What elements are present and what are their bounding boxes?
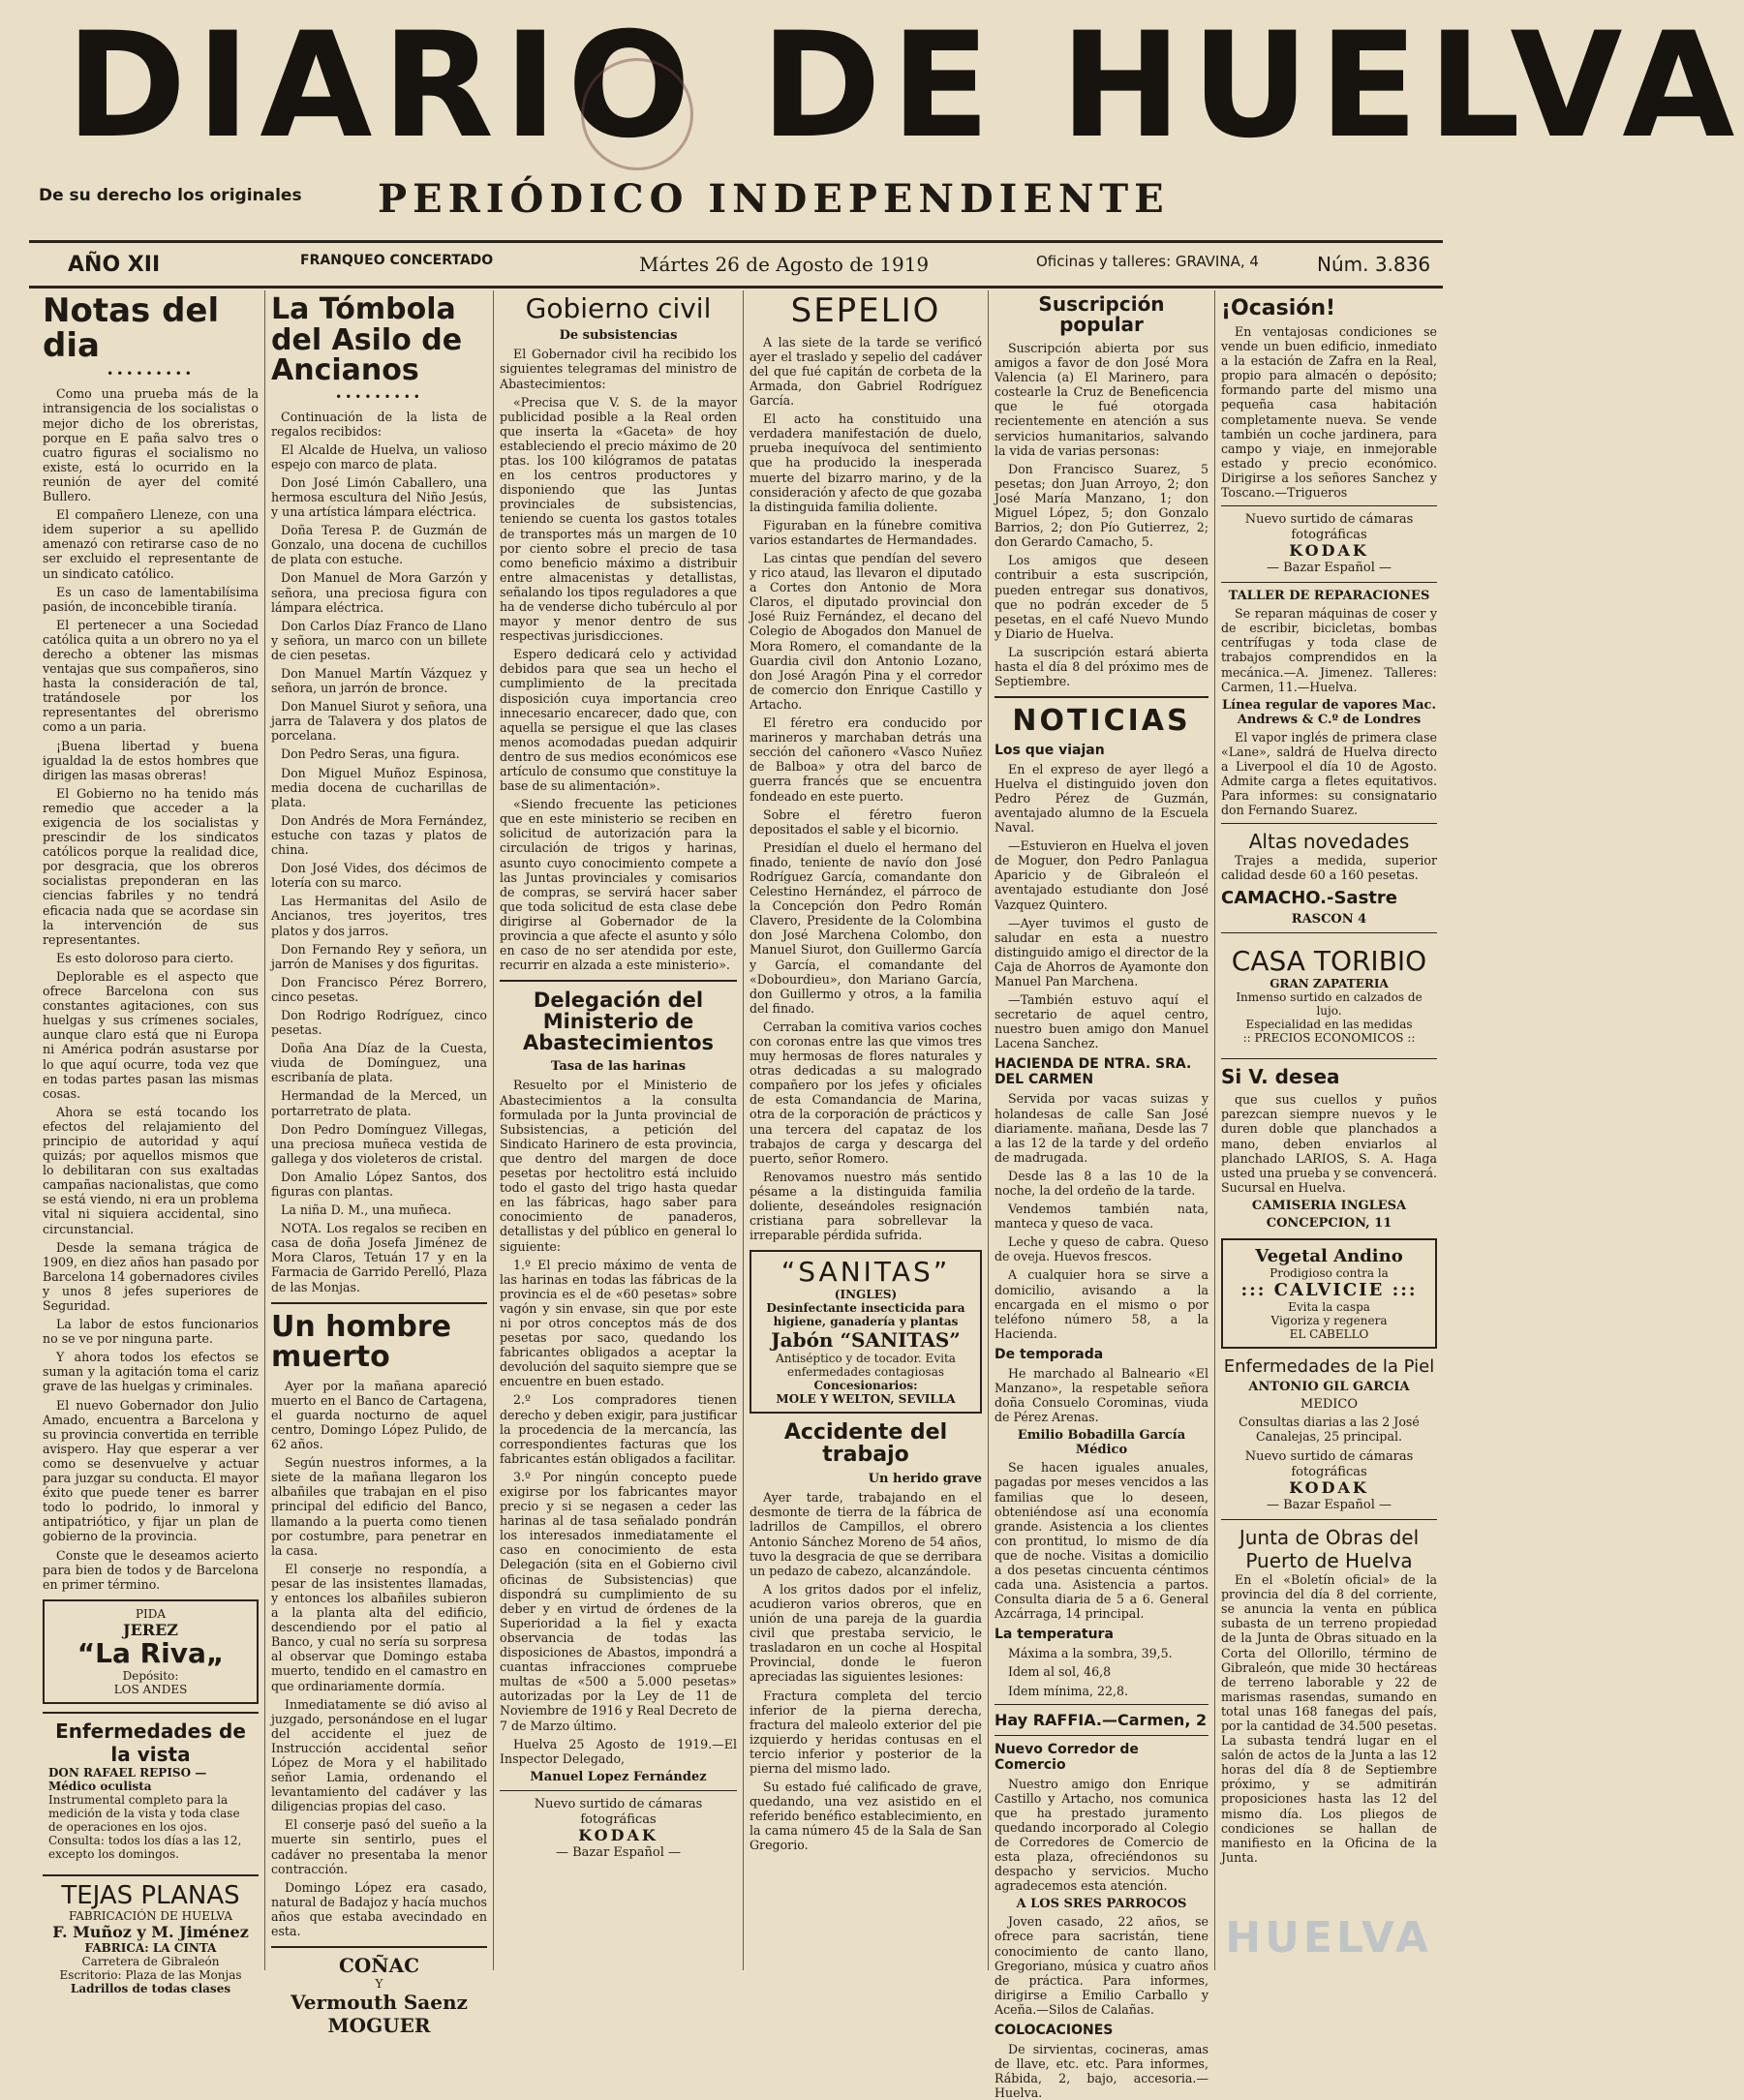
ad-brand: KODAK bbox=[1289, 1478, 1369, 1498]
paragraph: En el expreso de ayer llegó a Huelva el distinguido joven don Pedro Pérez de Guzmán, aventajado alumno de la Escuela Naval. bbox=[994, 761, 1209, 836]
paragraph: Don Manuel Martín Vázquez y señora, un jarrón de bronce. bbox=[271, 666, 487, 696]
ad-kodak bbox=[1221, 512, 1437, 576]
paragraph: Don Carlos Díaz Franco de Llano y señora, un marco con un billete de cien pesetas. bbox=[271, 618, 487, 662]
ad-brand: Jabón “SANITAS” bbox=[771, 1328, 961, 1353]
ornament: ••••••••• bbox=[107, 367, 195, 381]
paragraph: Don Andrés de Mora Fernández, estuche con tazas y platos de china. bbox=[271, 812, 487, 858]
article-title: Accidente del trabajo bbox=[783, 1420, 948, 1468]
divider bbox=[1221, 823, 1437, 824]
newspaper-subtitle: PERIÓDICO INDEPENDIENTE bbox=[378, 176, 1170, 222]
paragraph: A los gritos dados por el infeliz, acudieron varios obreros, que en unión de una pareja de la guardia civil que prestaba servicio, le trasladaron en un coche al Hospital Provincial, donde le fueron apreciadas las siguientes lesiones: bbox=[750, 1581, 982, 1685]
article-body bbox=[500, 1078, 737, 1765]
ad-title: Altas novedades bbox=[1248, 830, 1410, 854]
paragraph: Y ahora todos los efectos se suman y la agitación toma el cariz grave de las huelgas y criminales. bbox=[43, 1350, 259, 1394]
ad-line: GRAN ZAPATERIA bbox=[1270, 977, 1389, 991]
paragraph: NOTA. Los regalos se reciben en casa de doña Josefa Jiménez de Mora Claros, Tetuán 17 y en la Farmacia de Garrido Perelló, Plaza de las Monjas. bbox=[271, 1221, 487, 1294]
ad-line: Concesionarios: bbox=[813, 1379, 918, 1393]
paragraph: Doña Ana Díaz de la Cuesta, viuda de Domínguez, una escribanía de plata. bbox=[271, 1041, 487, 1085]
paragraph: El Alcalde de Huelva, un valioso espejo con marco de plata. bbox=[271, 441, 487, 472]
ad-vista bbox=[43, 1712, 259, 1867]
ad-line: Inmenso surtido en calzados de lujo. bbox=[1236, 990, 1423, 1019]
article-body bbox=[750, 1490, 982, 1852]
article-title: Notas del dia bbox=[43, 291, 220, 365]
paragraph: Don Manuel de Mora Garzón y señora, una preciosa figura con lámpara eléctrica. bbox=[271, 570, 487, 615]
ad-line: Antiséptico y de tocador. Evita enfermedades contagiosas bbox=[776, 1352, 956, 1380]
paragraph: «Siendo frecuente las peticiones que en este ministerio se reciben en solicitud de autorización para la circulación de trigos y harinas, asunto cuyo conocimiento compete a las Juntas provinciales y comisarios de compras, se servirá hacer saber que toda solicitud de esta clase debe dirigirse al Gobernador de la provincia a que afecte el asunto y sólo en caso de no ser atendida por este, recurrir en alzada a este ministerio». bbox=[500, 797, 737, 973]
paragraph: —También estuvo aquí el secretario de aquel centro, nuestro buen amigo don Manuel Lacena Sanchez. bbox=[994, 992, 1209, 1051]
signature: Manuel Lopez Fernández bbox=[530, 1769, 707, 1784]
paragraph: Don Manuel Siurot y señora, una jarra de Talavera y dos platos de porcelana. bbox=[271, 699, 487, 744]
paragraph: El vapor inglés de primera clase «Lane», saldrá de Huelva directo a Liverpool el día 10 de Agosto. Admite carga a fletes equitativos. Para informes: su consignatario don Fernando Suarez. bbox=[1221, 729, 1437, 818]
paragraph: La niña D. M., una muñeca. bbox=[281, 1202, 452, 1218]
ad-line: Evita la caspa bbox=[1288, 1299, 1370, 1314]
paragraph: Don José Limón Caballero, una hermosa escultura del Niño Jesús, y una artística lámpara eléctrica. bbox=[271, 474, 487, 520]
ad-line: CAMISERIA INGLESA bbox=[1251, 1198, 1407, 1213]
paragraph: Huelva 25 Agosto de 1919.—El Inspector Delegado, bbox=[500, 1736, 737, 1766]
divider bbox=[500, 1790, 737, 1791]
dateline bbox=[29, 240, 1443, 289]
article-title: Gobierno civil bbox=[525, 292, 712, 324]
library-watermark: HUELVA bbox=[1225, 1913, 1432, 1963]
paragraph: Don Fernando Rey y señora, un jarrón de Manises y dos figuritas. bbox=[271, 941, 487, 971]
divider bbox=[500, 980, 737, 982]
paragraph: Es un caso de lamentabilísima pasión, de inconcebible tiranía. bbox=[43, 584, 259, 614]
paragraph: Domingo López era casado, natural de Badajoz y hacía muchos años que estaba avecindado en esta. bbox=[271, 1879, 487, 1939]
motto: De su derecho los originales bbox=[39, 186, 302, 205]
article-title: Un hombre muerto bbox=[271, 1309, 452, 1375]
ad-brand: “La Riva„ bbox=[76, 1636, 225, 1669]
article-title: La Tómbola del Asilo de Ancianos bbox=[271, 292, 463, 387]
article-subtitle: Un herido grave bbox=[868, 1472, 982, 1487]
ad-line: :: PRECIOS ECONOMICOS :: bbox=[1242, 1031, 1416, 1046]
paragraph: Hermandad de la Merced, un portarretrato de plata. bbox=[271, 1088, 487, 1118]
paragraph: Don Rodrigo Rodríguez, cinco pesetas. bbox=[271, 1007, 487, 1038]
paragraph: Máxima a la sombra, 39,5. bbox=[1008, 1646, 1173, 1661]
ad-title: ¡Ocasión! bbox=[1221, 296, 1336, 320]
franqueo: FRANQUEO CONCERTADO bbox=[300, 253, 494, 268]
divider bbox=[1221, 932, 1437, 933]
paragraph: Ayer tarde, trabajando en el desmonte de tierra de la fábrica de ladrillos de Campillos, el obrero Antonio Sánchez Moreno de 54 años, tuvo la desgracia de que se derribara un pedazo de cabezo, alcanzándole. bbox=[750, 1490, 982, 1578]
ad-line: — Bazar Español — bbox=[1266, 1498, 1392, 1513]
ad-line: CONCEPCION, 11 bbox=[1266, 1215, 1392, 1231]
section-subtitle: La temperatura bbox=[994, 1627, 1114, 1643]
article-title: SEPELIO bbox=[790, 291, 941, 330]
article-body bbox=[750, 335, 982, 1243]
section-subtitle: Los que viajan bbox=[994, 742, 1105, 758]
paragraph: Ahora se está tocando los efectos del relajamiento del principio de autoridad y aquí quizás; por aquellos mismos que lo debilitaran con sus exaltadas campañas nacionalistas, que como se está viendo, ni era un problema vital ni siquiera accidental, sino circunstancial. bbox=[43, 1104, 259, 1236]
newspaper-title: DIARIO DE HUELVA bbox=[66, 2, 1744, 170]
paragraph: Consultas diarias a las 2 José Canalejas, 25 principal. bbox=[1239, 1414, 1420, 1444]
library-stamp bbox=[581, 58, 693, 170]
paragraph: El pertenecer a una Sociedad católica quita a un obrero no ya el derecho a obtener las mismas ventajas que sus compañeros, sino hasta la consideración de tal, tratándosele por los representantes del obrerismo como a un paria. bbox=[43, 617, 259, 735]
article-body bbox=[43, 386, 259, 1591]
section-subtitle: HACIENDA DE NTRA. SRA. DEL CARMEN bbox=[994, 1056, 1192, 1088]
paragraph: Fractura completa del tercio inferior de la pierna derecha, fractura del maleolo exterior del pie izquierdo y heridas contusas en el tercio inferior y posterior de la pierna del mismo lado. bbox=[750, 1688, 982, 1776]
ad-kodak bbox=[500, 1797, 737, 1861]
ad-line: Desinfectante insecticida para higiene, ganadería y plantas bbox=[766, 1301, 965, 1329]
paragraph: Suscripción abierta por sus amigos a favor de don José Mora Valencia (a) El Marinero, para costearle la Cruz de Beneficencia que le fué otorgada recientemente en atención a sus servicios humanitarios, salvando la vida de varias personas: bbox=[994, 341, 1209, 458]
divider bbox=[994, 1735, 1209, 1736]
paragraph: Doña Teresa P. de Guzmán de Gonzalo, una docena de cuchillos de plata con estuche. bbox=[271, 523, 487, 567]
ad-line: ::: CALVICIE ::: bbox=[1240, 1279, 1418, 1300]
ad-brand: CASA TORIBIO bbox=[1231, 945, 1427, 978]
section-subtitle: Nuevo Corredor de Comercio bbox=[994, 1741, 1139, 1773]
article-title: Suscripción popular bbox=[1038, 292, 1165, 336]
paragraph: Figuraban en la fúnebre comitiva varios estandartes de Hermandades. bbox=[750, 517, 982, 547]
section-subtitle: De temporada bbox=[994, 1346, 1104, 1362]
ad-title: Enfermedades de la Piel bbox=[1223, 1355, 1435, 1377]
paragraph: ¡Buena libertad y buena igualdad la de estos hombres que dirigen las masas obreras! bbox=[43, 738, 259, 782]
article-subtitle: De subsistencias bbox=[559, 328, 678, 344]
paragraph: He marchado al Balneario «El Manzano», la respetable señora doña Consuelo Corominas, viuda de Pérez Arenas. bbox=[994, 1365, 1209, 1425]
ad-line: ANTONIO GIL GARCIA bbox=[1248, 1379, 1410, 1394]
paragraph: Las cintas que pendían del severo y rico ataud, las llevaron el diputado a Cortes don Antonio de Mora Claros, el diputado provincial don José Ruiz Fernández, el decano del Colegio de Abogados don Manuel de Mora Romero, el comandante de la Guardia civil don Antonio Lozano, don José Aragón Pina y el corredor de comercio don Enrique Castillo y Artacho. bbox=[750, 551, 982, 712]
paragraph: Idem mínima, 22,8. bbox=[1008, 1683, 1129, 1698]
ad-kodak bbox=[1221, 1449, 1437, 1513]
paragraph: El conserje pasó del sueño a la muerte sin sentirlo, pues el cadáver no presentaba la menor contracción. bbox=[271, 1817, 487, 1876]
paragraph: Las Hermanitas del Asilo de Ancianos, tres joyeritos, tres platos y dos jarros. bbox=[271, 894, 487, 938]
paragraph: Se reparan máquinas de coser y de escribir, bicicletas, bombas centrífugas y toda clase de trabajos comprendidos en la mecánica.—A. Jimenez. Talleres: Carmen, 11.—Huelva. bbox=[1221, 606, 1437, 694]
ad-line: MOGUER bbox=[327, 2014, 431, 2038]
article-body bbox=[994, 341, 1209, 688]
paragraph: 2.º Los compradores tienen derecho y deben exigir, para justificar la procedencia de la mercancía, las correspondientes facturas que los fabricantes están obligados a facilitar. bbox=[500, 1392, 737, 1466]
ad-line: MEDICO bbox=[1300, 1396, 1358, 1412]
paragraph: Inmediatamente se dió aviso al juzgado, personándose en el lugar del accidente el juez de Instrucción accidental señor López de Mora y el habilitado señor Lamia, ordenando el levantamiento del cadáver y las diligencias propias del caso. bbox=[271, 1696, 487, 1814]
ad-brand: Vegetal Andino bbox=[1255, 1245, 1403, 1266]
paragraph: Nuestro amigo don Enrique Castillo y Artacho, nos comunica que ha prestado juramento quedando incorporado al Colegio de Corredores de Comercio de esta plaza, ofreciéndonos su despacho y servicios. Mucho agradecemos esta atención. bbox=[994, 1776, 1209, 1894]
column-4 bbox=[743, 290, 988, 1970]
ad-brand: KODAK bbox=[578, 1825, 658, 1844]
article-subtitle: Tasa de las harinas bbox=[550, 1059, 687, 1075]
article-body bbox=[271, 410, 487, 1294]
paragraph: Los amigos que deseen contribuir a esta suscripción, pueden entregar sus donativos, que no podrán exceder de 5 pesetas, en el café Nuevo Mundo y Diario de Huelva. bbox=[994, 553, 1209, 641]
ad-line: RASCON 4 bbox=[1291, 912, 1367, 928]
ad-line: — Bazar Español — bbox=[555, 1844, 682, 1860]
masthead bbox=[29, 0, 1744, 277]
ad-vegetal-andino bbox=[1221, 1238, 1437, 1349]
paragraph: 3.º Por ningún concepto puede exigirse por los fabricantes mayor precio y si se negasen a ceder las harinas al de tasa señalado pondrán los interesados inmediatamente el caso en conocimiento de esta Delegación (sita en el Gobierno civil oficinas de Subsistencias) que dispondrá su cumplimiento de su deber y en virtud de órdenes de la Superioridad a la fiel y exacta observancia de todas las disposiciones de Abastos, impondrá a cuantas infracciones compruebe multas de «500 a 5.000 pesetas» autorizadas por la Ley de 11 de Noviembre de 1916 y Real Decreto de 7 de Marzo último. bbox=[500, 1469, 737, 1733]
ad-line: (INGLES) bbox=[834, 1288, 898, 1302]
paragraph: Espero dedicará celo y actividad debidos para que sea un hecho el cumplimiento de la precitada disposición cuya importancia creo innecesario encarecer, dado que, con aquella se persigue el que las clases menos acomodadas puedan adquirir dentro de sus medios económicos ese artículo de consumo que constituye la base de su alimentación». bbox=[500, 647, 737, 794]
ad-title: Línea regular de vapores Mac. Andrews & C.º de Londres bbox=[1222, 697, 1436, 727]
ad-casa-toribio bbox=[1221, 941, 1437, 1050]
ad-line: — Bazar Español — bbox=[1266, 561, 1392, 576]
ad-town: JEREZ bbox=[123, 1620, 178, 1639]
section-subtitle: COLOCACIONES bbox=[994, 2023, 1114, 2039]
paragraph: El Gobierno no ha tenido más remedio que acceder a la exigencia de los socialistas y prescindir de los sindicatos católicos porque la realidad dice, por desgracia, que los obreros socialistas preponderan en las ciencias fabriles y no tendrá eficacia nada que se acordase sin la intervención de sus representantes. bbox=[43, 785, 259, 947]
year: AÑO XII bbox=[68, 253, 161, 277]
ad-line: Especialidad en las medidas bbox=[1245, 1018, 1413, 1032]
paragraph: Renovamos nuestro más sentido pésame a la distinguida familia doliente, deseándoles resignación cristiana para sobrellevar la irreparable pérdida sufrida. bbox=[750, 1169, 982, 1243]
issue-number: Núm. 3.836 bbox=[1317, 253, 1431, 276]
ad-line: Nuevo surtido de cámaras fotográficas bbox=[534, 1796, 703, 1827]
column-6 bbox=[1214, 290, 1443, 1970]
ad-line: F. Muñoz y M. Jiménez bbox=[52, 1923, 249, 1942]
paragraph: Trajes a medida, superior calidad desde 60 a 160 pesetas. bbox=[1221, 853, 1437, 883]
paragraph: —Estuvieron en Huelva el joven de Moguer, don Pedro Panlagua Aparicio y de Gibraleón el aventajado estudiante don José Vazquez Quintero. bbox=[994, 838, 1209, 912]
paragraph: que sus cuellos y puños parezcan siempre nuevos y le duren doble que planchados a mano, deben enviarlos al planchado LARIOS, S. A. Haga usted una prueba y se convencerá. Sucursal en Huelva. bbox=[1221, 1092, 1437, 1195]
section-subtitle: A LOS SRES PARROCOS bbox=[1016, 1897, 1187, 1912]
paragraph: —Ayer tuvimos el gusto de saludar en esta a nuestro distinguido amigo el director de la Caja de Ahorros de Ayamonte don Manuel Pan Marchena. bbox=[994, 915, 1209, 989]
paragraph: Resuelto por el Ministerio de Abastecimientos a la consulta formulada por la Junta provincial de Subsistencias, a petición del Sindicato Harinero de esta provincia, que dentro del margen de doce pesetas por hectolitro está incluido todo el gasto del trigo hasta quedar en las fábricas, hago saber para conocimiento de panaderos, detallistas y del público en general lo siguiente: bbox=[500, 1078, 737, 1254]
paragraph: Cerraban la comitiva varios coches con coronas entre las que vimos tres muy hermosas de flores naturales y otras dedicadas a su malogrado compañero por los jefes y oficiales de esta Comandancia de Marina, otra de la corporación de prácticos y una tercera del capataz de los trabajos de carga y descarga del puerto, señor Romero. bbox=[750, 1019, 982, 1166]
article-title: Delegación del Ministerio de Abastecimientos bbox=[522, 989, 715, 1055]
paragraph: Continuación de la lista de regalos recibidos: bbox=[271, 409, 487, 439]
article-body bbox=[500, 347, 737, 972]
column-2 bbox=[264, 290, 493, 2038]
paragraph: «Precisa que V. S. de la mayor publicidad posible a la Real orden que inserta la «Gaceta» de hoy estableciendo el precio máximo de 20 ptas. los 100 kilógramos de patatas en los centros productores y disponiendo que las Juntas provinciales de subsistencias, teniendo se cuenta los gastos totales de transportes más un margen de 10 por ciento sobre el precio de tasa como beneficio máximo a distribuir entre almacenistas y detallistas, señalando los tipos reguladores a que ha de venderse dicho tubérculo al por mayor y menor dentro de sus respectivas jurisdicciones. bbox=[500, 394, 737, 644]
ad-brand: KODAK bbox=[1289, 541, 1369, 561]
article-body bbox=[271, 1379, 487, 1938]
ad-line: Y bbox=[375, 1977, 383, 1992]
paragraph: Vendemos también nata, manteca y queso de vaca. bbox=[994, 1202, 1209, 1232]
paragraph: Don Pedro Domínguez Villegas, una preciosa muñeca vestida de gallega y dos violeteros de cristal. bbox=[271, 1121, 487, 1166]
paragraph: 1.º El precio máximo de venta de las harinas en todas las fábricas de la provincia es el de «60 pesetas» sobre vagón y sin envase, sin que por este ni por otros conceptos más de dos pesetas por saco, quedando los fabricantes obligados a aceptar la devolución del saquito siempre que se encuentre en buen estado. bbox=[500, 1257, 737, 1389]
ad-line: Nuevo surtido de cámaras fotográficas bbox=[1244, 1449, 1414, 1480]
divider bbox=[1221, 582, 1437, 583]
ad-sanitas bbox=[750, 1250, 982, 1414]
paragraph: Desde la semana trágica de 1909, en diez años han pasado por Barcelona 14 gobernadores civiles y unos 8 jefes superiores de Seguridad. bbox=[43, 1239, 259, 1313]
paragraph: Es esto doloroso para cierto. bbox=[56, 950, 234, 965]
paragraph: Don José Vides, dos décimos de lotería con su marco. bbox=[271, 861, 487, 891]
article-body bbox=[994, 762, 1209, 1051]
ad-line: FABRICA: LA CINTA bbox=[84, 1941, 217, 1956]
section-subtitle: Emilio Bobadilla García Médico bbox=[1017, 1428, 1186, 1458]
paragraph: A cualquier hora se sirve a domicilio, avisando a la encargada en el mismo o por teléfono número 58, a la Hacienda. bbox=[994, 1267, 1209, 1341]
ornament: ••••••••• bbox=[335, 389, 423, 404]
paragraph: A las siete de la tarde se verificó ayer el traslado y sepelio del cadáver del que fué capitán de corbeta de la Armada, don Gabriel Rodríguez García. bbox=[750, 334, 982, 409]
paragraph: El compañero Lleneze, con una idem superior a su apellido amenazó con retirarse caso de no ser excluido el representante de un sindicato católico. bbox=[43, 507, 259, 581]
article-body bbox=[994, 1091, 1209, 1341]
paragraph: Don Pedro Seras, una figura. bbox=[281, 746, 460, 762]
ad-line: FABRICACIÓN DE HUELVA bbox=[68, 1909, 233, 1924]
ad-line: COÑAC bbox=[338, 1954, 420, 1978]
paragraph: Según nuestros informes, a la siete de la mañana llegaron los albañiles que trabajan en el piso principal del edificio del Banco, llamando a la puerta como tienen por costumbre, para penetrar en la casa. bbox=[271, 1455, 487, 1558]
paragraph: Deplorable es el aspecto que ofrece Barcelona con sus constantes agitaciones, con sus huelgas y sus crímenes sociales, aunque claro está que ni Europa ni América podrán asustarse por lo que aquí ocurre, toda vez que en todas partes pasan las mismas cosas. bbox=[43, 968, 259, 1101]
paragraph: Idem al sol, 46,8 bbox=[1008, 1664, 1112, 1680]
ad-line: Vigoriza y regenera bbox=[1270, 1313, 1388, 1327]
paragraph: El conserje no respondía, a pesar de las insistentes llamadas, y entonces los albañiles subieron a la planta alta del edificio, descendiendo por el patio al Banco, y cual no sería su sorpresa al observar que Domingo estaba muerto, tendido en el camastro en que ordinariamente dormía. bbox=[271, 1561, 487, 1693]
paragraph: Presidían el duelo el hermano del finado, teniente de navío don José Rodríguez García, comandante don Celestino Hernández, el párroco de la Concepción don Pedro Román Clavero, Presidente de la Colombina don José Marchena Colombo, don Manuel Siurot, don Guillermo García y García, el comandante del «Dobourdieu», don Mariano García, don Guillermo y otros, a la familia del finado. bbox=[750, 839, 982, 1016]
column-3 bbox=[493, 290, 743, 1970]
paragraph: Desde las 8 a las 10 de la noche, la del ordeño de la tarde. bbox=[994, 1168, 1209, 1198]
divider bbox=[1221, 505, 1437, 506]
paragraph: El acto ha constituido una verdadera manifestación de duelo, prueba inequívoca del sentimiento que ha producido la inesperada muerte del bizarro marino, y de la consideración y afecto de que gozaba la distinguida familia doliente. bbox=[750, 411, 983, 514]
paragraph: Se hacen iguales anuales, pagadas por meses vencidos a las familias que lo deseen, obteniéndose así una economía grande. Asistencia a los clientes con prontitud, lo mismo de día que de noche. Visitas a domicilio a dos pesetas cincuenta céntimos cada una. Asistencia a partos. Consulta diaria de 5 a 6. General Azcárraga, 14 principal. bbox=[994, 1460, 1209, 1622]
paragraph: El nuevo Gobernador don Julio Amado, encuentra a Barcelona y su provincia convertida en terrible avispero. Hay que esperar a ver como se desenvuelve y actuar para juzgar su conducta. El mayor éxito que puede tener es barrer todo lo podrido, lo inmoral y antipatriótico, y fijar un plan de gobierno de la provincia. bbox=[43, 1397, 259, 1544]
ad-tejas bbox=[43, 1874, 259, 2002]
paragraph: De sirvientas, cocineras, amas de llave, etc. etc. Para informes, Rábida, 2, bajo, accesoria.—Huelva. bbox=[994, 2042, 1209, 2100]
offices: Oficinas y talleres: GRAVINA, 4 bbox=[1036, 253, 1259, 270]
ad-text: Instrumental completo para la medición de la vista y toda clase de operaciones en los ojos. Consulta: todos los días a las 12, excepto los domingos. bbox=[48, 1792, 242, 1861]
paragraph: En ventajosas condiciones se vende un buen edificio, inmediato a la estación de Zafra en la Real, propio para almacén o depósito; formando parte del mismo una pequeña casa habitación completamente nueva. Se vende también un coche jardinera, para campo y viaje, en inmejorable estado y precio económico. Dirigirse a los señores Sanchez y Toscano.—Trigueros bbox=[1221, 324, 1437, 501]
ad-raffia: Hay RAFFIA.—Carmen, 2 bbox=[994, 1710, 1208, 1729]
ad-title: Enfermedades de la vista bbox=[55, 1719, 246, 1766]
ad-title: Si V. desea bbox=[1221, 1065, 1340, 1089]
paragraph: Como una prueba más de la intransigencia de los socialistas o mejor dicho de los obreristas, porque en E paña salvo tres o cuatro figuras el socialismo no existe, está lo ocurrido en la reunión de ayer del comité Bullero. bbox=[43, 386, 259, 504]
ad-label: PIDA bbox=[135, 1606, 167, 1621]
paragraph: En el «Boletín oficial» de la provincia del día 8 del corriente, se anuncia la venta en pública subasta de un terreno propiedad de la Junta de Obras situado en la Corta del Ollorillo, término de Gibraleón, que mide 30 hectáreas de terreno laborable y 22 de marismas rasendas, sumando en total unas 168 fanegas del país, por la cantidad de 34.500 pesetas. La subasta tendrá lugar en el salón de actos de la Junta a las 12 horas del día 8 de Septiembre próximo, y se admitirán proposiciones hasta las 12 del mismo día. Los pliegos de condiciones se hallan de manifiesto en la Oficina de la Junta. bbox=[1221, 1572, 1437, 1865]
ad-title: TEJAS PLANAS bbox=[61, 1880, 240, 1910]
section-title: NOTICIAS bbox=[1012, 704, 1191, 739]
ad-shop: LOS ANDES bbox=[113, 1682, 188, 1696]
paragraph: Conste que le deseamos acierto para bien de todos y de Barcelona en primer término. bbox=[43, 1547, 259, 1592]
paragraph: Don Francisco Suarez, 5 pesetas; don Juan Arroyo, 2; don José María Manzano, 1; don Miguel López, 5; don Gonzalo Barrios, 2; don Pío Gutierrez, 2; don Gerardo Camacho, 5. bbox=[994, 461, 1209, 550]
column-5 bbox=[988, 290, 1214, 2100]
temperature-list bbox=[994, 1646, 1209, 1697]
paragraph: Servida por vacas suizas y holandesas de calle San José diariamente. mañana, Desde las 7 a las 12 de la tarde y del ordeño de madrugada. bbox=[994, 1091, 1209, 1165]
paragraph: Su estado fué calificado de grave, quedando, una vez asistido en el referido benéfico establecimiento, en la cama número 45 de la Sala de San Gregorio. bbox=[750, 1780, 982, 1853]
ad-line: Vermouth Saenz bbox=[291, 1991, 468, 2015]
article-title: Junta de Obras del Puerto de Huelva bbox=[1239, 1526, 1420, 1573]
ad-brand: CAMACHO.-Sastre bbox=[1221, 888, 1397, 909]
ad-conac bbox=[271, 1946, 487, 2043]
paragraph: Ayer por la mañana apareció muerto en el Banco de Cartagena, el guarda nocturno de aquel centro, Domingo López Pulido, de 62 años. bbox=[271, 1378, 487, 1452]
ad-doctor: DON RAFAEL REPISO —Médico oculista bbox=[48, 1765, 207, 1793]
ad-la-riva bbox=[43, 1599, 259, 1704]
issue-date: Mártes 26 de Agosto de 1919 bbox=[639, 253, 930, 276]
paragraph: Don Francisco Pérez Borrero, cinco pesetas. bbox=[271, 974, 487, 1004]
paragraph: Don Amalio López Santos, dos figuras con plantas. bbox=[271, 1169, 487, 1199]
paragraph: Sobre el féretro fueron depositados el sable y el bicornio. bbox=[750, 807, 982, 837]
column-1 bbox=[37, 290, 264, 1996]
divider bbox=[271, 1302, 487, 1304]
ad-line: MOLE Y WELTON, SEVILLA bbox=[776, 1392, 956, 1407]
paragraph: Don Miguel Muñoz Espinosa, media docena de cucharillas de plata. bbox=[271, 765, 487, 809]
ad-depot: Depósito: bbox=[122, 1668, 179, 1683]
divider bbox=[994, 696, 1209, 698]
paragraph: Leche y queso de cabra. Queso de oveja. Huevos frescos. bbox=[994, 1234, 1209, 1264]
divider bbox=[1221, 1519, 1437, 1520]
paragraph: El Gobernador civil ha recibido los siguientes telegramas del ministro de Abastecimientos: bbox=[500, 347, 737, 391]
ad-line: Nuevo surtido de cámaras fotográficas bbox=[1244, 512, 1414, 543]
paragraph: La labor de estos funcionarios no se ve por ninguna parte. bbox=[43, 1317, 259, 1347]
ad-title: “SANITAS” bbox=[780, 1256, 951, 1289]
paragraph: El féretro era conducido por marineros y marchaban detrás una sección del cañonero «Vasco Nuñez de Balboa» y otra del barco de guerra francés que se encuentra fondeado en este puerto. bbox=[750, 715, 982, 804]
ad-line: Ladrillos de todas clases bbox=[70, 1982, 231, 1996]
ad-title: TALLER DE REPARACIONES bbox=[1228, 589, 1430, 604]
paragraph: Joven casado, 22 años, se ofrece para sacristán, tiene conocimiento de canto llano, Gregoriano, música y cuatro años de práctica. Para informes, dirigirse a Emilio Carballo y Aceña.—Silos de Calañas. bbox=[994, 1914, 1209, 2017]
ad-line: Escritorio: Plaza de las Monjas bbox=[59, 1968, 242, 1983]
ad-line: Prodigioso contra la bbox=[1270, 1265, 1389, 1280]
paragraph: La suscripción estará abierta hasta el día 8 del próximo mes de Septiembre. bbox=[994, 644, 1209, 689]
ad-line: EL CABELLO bbox=[1289, 1326, 1369, 1341]
divider bbox=[1221, 1058, 1437, 1059]
ad-line: Carretera de Gibraleón bbox=[81, 1955, 220, 1969]
divider bbox=[994, 1704, 1209, 1705]
